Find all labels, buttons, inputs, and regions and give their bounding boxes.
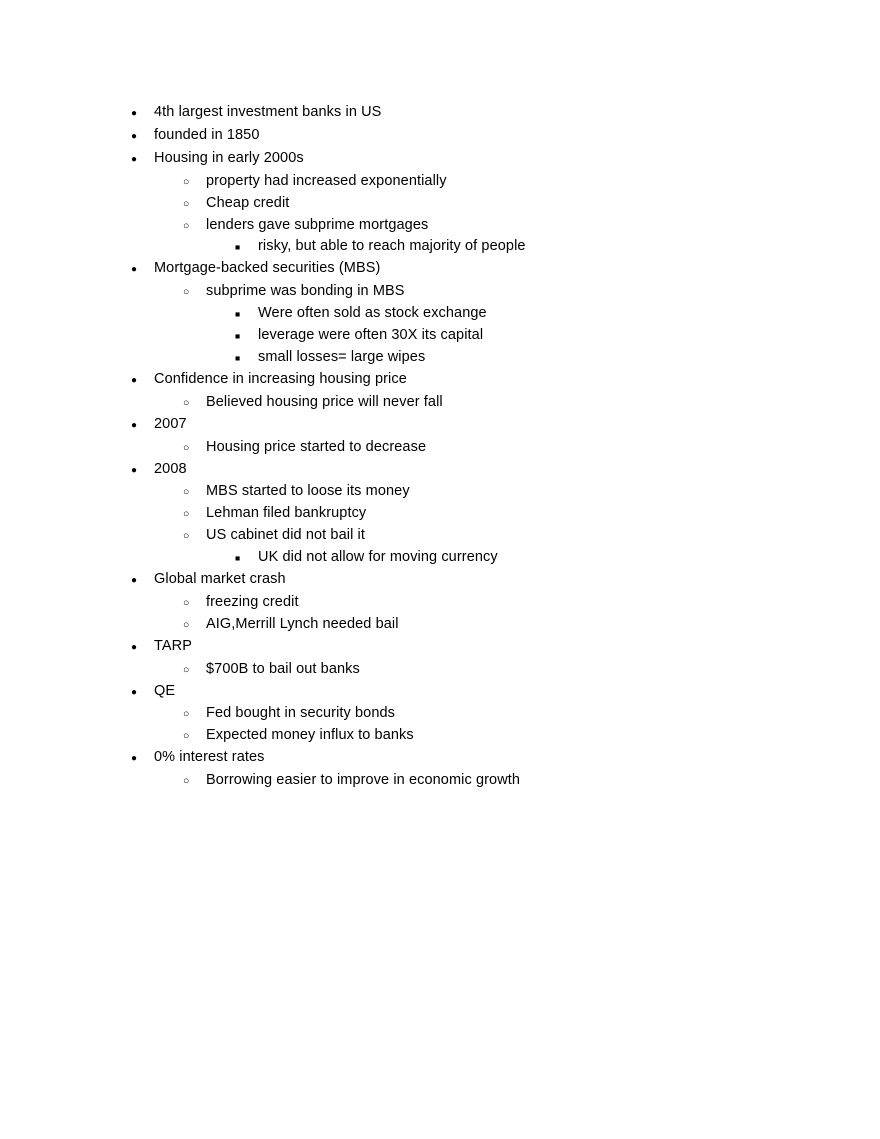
item-text: 2008	[154, 460, 187, 477]
bullet-list	[130, 102, 820, 792]
square-bullet-icon: ■	[235, 309, 241, 320]
list-item	[182, 215, 820, 237]
item-text: subprime was bonding in MBS	[206, 283, 405, 300]
list-item	[130, 569, 820, 592]
item-text: Confidence in increasing housing price	[154, 370, 407, 387]
circle-bullet-icon: ○	[183, 175, 190, 188]
circle-bullet-icon: ○	[183, 618, 190, 631]
list-item	[234, 303, 820, 325]
circle-bullet-icon: ○	[183, 197, 190, 210]
disc-bullet-icon: ●	[131, 374, 138, 386]
list-item	[182, 659, 820, 681]
item-text: 2007	[154, 415, 187, 432]
circle-bullet-icon: ○	[183, 730, 190, 743]
item-text: risky, but able to reach majority of people	[258, 238, 526, 255]
list-item	[234, 547, 820, 569]
circle-bullet-icon: ○	[183, 441, 190, 454]
item-text: Cheap credit	[206, 194, 290, 211]
list-item	[182, 614, 820, 636]
list-item	[130, 148, 820, 171]
list-item	[182, 703, 820, 725]
list-item	[182, 481, 820, 503]
list-item	[130, 747, 820, 770]
item-text: QE	[154, 682, 176, 699]
list-item	[182, 725, 820, 747]
disc-bullet-icon: ●	[131, 419, 138, 431]
item-text: leverage were often 30X its capital	[258, 327, 484, 344]
list-item	[182, 193, 820, 215]
item-text: TARP	[154, 637, 192, 654]
circle-bullet-icon: ○	[183, 775, 190, 788]
item-text: $700B to bail out banks	[206, 660, 360, 677]
circle-bullet-icon: ○	[183, 663, 190, 676]
item-text: Housing price started to decrease	[206, 438, 427, 455]
list-item	[130, 258, 820, 281]
circle-bullet-icon: ○	[183, 508, 190, 521]
list-item	[130, 681, 820, 704]
disc-bullet-icon: ●	[131, 641, 138, 653]
item-text: Believed housing price will never fall	[206, 393, 443, 410]
circle-bullet-icon: ○	[183, 708, 190, 721]
square-bullet-icon: ■	[235, 331, 241, 342]
list-item	[234, 347, 820, 369]
item-text: Housing in early 2000s	[154, 149, 304, 166]
list-item	[234, 325, 820, 347]
list-item	[182, 437, 820, 459]
disc-bullet-icon: ●	[131, 264, 138, 276]
circle-bullet-icon: ○	[183, 596, 190, 609]
list-item	[182, 503, 820, 525]
item-text: founded in 1850	[154, 126, 260, 143]
disc-bullet-icon: ●	[131, 686, 138, 698]
item-text: Borrowing easier to improve in economic growth	[206, 772, 521, 789]
list-item	[182, 770, 820, 792]
list-item	[182, 281, 820, 303]
list-item	[182, 171, 820, 193]
item-text: MBS started to loose its money	[206, 483, 410, 500]
disc-bullet-icon: ●	[131, 575, 138, 587]
circle-bullet-icon: ○	[183, 396, 190, 409]
circle-bullet-icon: ○	[183, 530, 190, 543]
list-item	[130, 459, 820, 482]
list-item	[182, 592, 820, 614]
item-text: Mortgage-backed securities (MBS)	[154, 260, 381, 277]
item-text: US cabinet did not bail it	[206, 527, 365, 544]
disc-bullet-icon: ●	[131, 108, 138, 119]
item-text: Global market crash	[154, 571, 286, 588]
item-text: AIG,Merrill Lynch needed bail	[206, 615, 399, 632]
list-item	[130, 414, 820, 437]
list-item	[130, 369, 820, 392]
item-text: small losses= large wipes	[258, 348, 426, 365]
square-bullet-icon: ■	[235, 242, 241, 253]
square-bullet-icon: ■	[235, 553, 241, 564]
circle-bullet-icon: ○	[183, 486, 190, 499]
circle-bullet-icon: ○	[183, 286, 190, 299]
list-item	[130, 102, 820, 125]
item-text: freezing credit	[206, 593, 299, 610]
disc-bullet-icon: ●	[131, 153, 138, 165]
item-text: 4th largest investment banks in US	[154, 104, 382, 120]
list-item	[130, 636, 820, 659]
square-bullet-icon: ■	[235, 352, 241, 363]
disc-bullet-icon: ●	[131, 464, 138, 476]
item-text: 0% interest rates	[154, 749, 265, 766]
item-text: lenders gave subprime mortgages	[206, 216, 429, 233]
item-text: Expected money influx to banks	[206, 727, 414, 744]
list-item	[182, 525, 820, 547]
circle-bullet-icon: ○	[183, 219, 190, 232]
list-item	[182, 392, 820, 414]
disc-bullet-icon: ●	[131, 130, 138, 142]
item-text: Were often sold as stock exchange	[258, 305, 487, 322]
item-text: Fed bought in security bonds	[206, 705, 395, 722]
item-text: UK did not allow for moving currency	[258, 549, 498, 566]
list-item	[130, 125, 820, 148]
disc-bullet-icon: ●	[131, 753, 138, 765]
item-text: Lehman filed bankruptcy	[206, 505, 367, 522]
item-text: property had increased exponentially	[206, 172, 447, 189]
list-item	[234, 236, 820, 258]
